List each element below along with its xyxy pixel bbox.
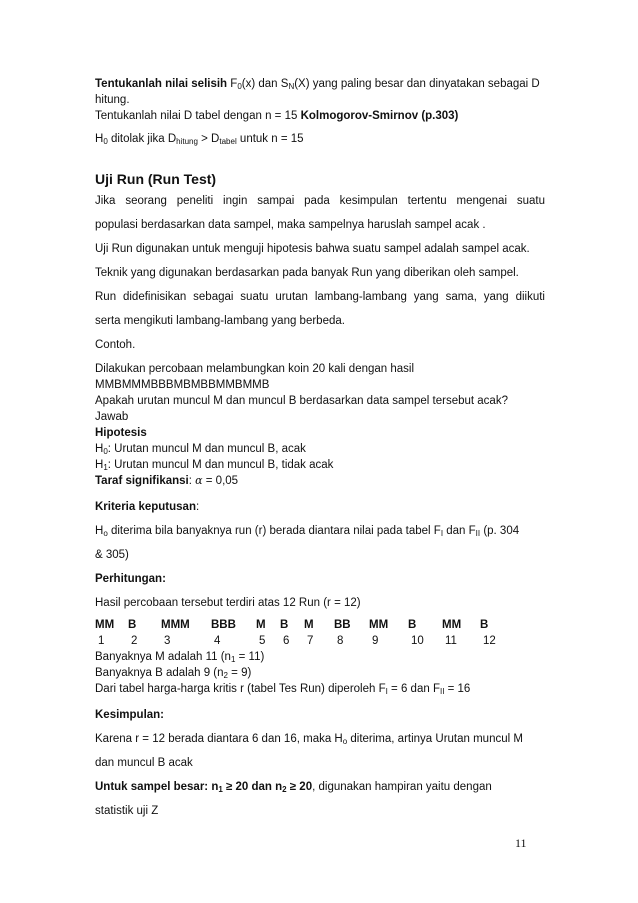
large-sample-rest: , digunakan hampiran yaitu dengan bbox=[312, 781, 492, 793]
run-cell: M bbox=[256, 619, 266, 631]
m-count-value: = 11) bbox=[235, 651, 265, 663]
instruction-line-1 bbox=[95, 76, 545, 92]
criteria-title-line bbox=[95, 495, 545, 519]
fi-subscript: I bbox=[440, 529, 444, 538]
h-subscript: 0 bbox=[103, 137, 108, 146]
h0-symbol: H bbox=[95, 443, 104, 455]
run-cell: MM bbox=[95, 619, 115, 631]
criteria-line-1 bbox=[95, 519, 545, 543]
runs-row bbox=[95, 617, 545, 633]
intro-line-6: serta mengikuti lambang-lambang yang berbeda. bbox=[95, 315, 345, 327]
fi-subscript: I bbox=[385, 687, 388, 696]
conclusion-text-a: Karena r = 12 berada diantara 6 dan 16, maka H bbox=[95, 733, 343, 745]
example-line-1: Dilakukan percobaan melambungkan koin 20 kali dengan hasil bbox=[95, 363, 415, 375]
ho-symbol: H bbox=[95, 525, 104, 537]
run-cell: B bbox=[408, 619, 417, 631]
count-cell: 5 bbox=[259, 635, 266, 647]
count-cell: 11 bbox=[445, 635, 457, 647]
counts-row bbox=[95, 633, 545, 649]
calculation-line-1: Hasil percobaan tersebut terdiri atas 12 Run (r = 12) bbox=[95, 597, 361, 609]
n2-subscript: 2 bbox=[223, 671, 228, 680]
significance-label: Taraf signifikansi bbox=[95, 475, 189, 487]
fi-value: = 6 dan F bbox=[387, 683, 440, 695]
count-cell: 7 bbox=[307, 635, 314, 647]
instruction-mid: (x) dan S bbox=[241, 78, 289, 90]
run-cell: MM bbox=[442, 619, 462, 631]
m-count-line bbox=[95, 649, 545, 665]
intro-line-4: Teknik yang digunakan berdasarkan pada banyak Run yang diberikan oleh sampel. bbox=[95, 267, 519, 279]
large-sample-block bbox=[95, 775, 545, 823]
count-cell: 2 bbox=[131, 635, 138, 647]
run-cell: M bbox=[304, 619, 314, 631]
m-count-text: Banyaknya M adalah 11 (n bbox=[95, 651, 231, 663]
large-sample-bold: Untuk sampel besar: n bbox=[95, 781, 219, 793]
large-sample-line-2: statistik uji Z bbox=[95, 805, 159, 817]
b-count-value: = 9) bbox=[227, 667, 252, 679]
h0-line bbox=[95, 441, 545, 457]
rule-text-2: > D bbox=[197, 133, 220, 145]
h1-subscript: 1 bbox=[103, 463, 108, 472]
rejection-rule bbox=[95, 131, 545, 147]
example-sequence: MMBMMMBBBMBMBBMMBMMB bbox=[95, 379, 270, 391]
f0-subscript: 0 bbox=[237, 82, 242, 91]
ho-subscript: o bbox=[342, 737, 348, 746]
conclusion-block bbox=[95, 703, 545, 775]
count-cell: 6 bbox=[283, 635, 290, 647]
fii-subscript: II bbox=[439, 687, 445, 696]
count-cell: 3 bbox=[164, 635, 171, 647]
count-cell: 10 bbox=[411, 635, 424, 647]
n2-condition: ≥ 20 bbox=[286, 781, 313, 793]
fii-value: = 16 bbox=[444, 683, 471, 695]
criteria-mid: dan F bbox=[443, 525, 476, 537]
count-cell: 4 bbox=[214, 635, 221, 647]
rule-text-3: untuk n = 15 bbox=[236, 133, 304, 145]
n1-subscript: 1 bbox=[230, 655, 236, 664]
significance-line bbox=[95, 473, 545, 489]
intro-line-2: populasi berdasarkan data sampel, maka sampelnya haruslah sampel acak . bbox=[95, 219, 486, 231]
run-cell: BB bbox=[334, 619, 351, 631]
count-cell: 8 bbox=[337, 635, 344, 647]
n1-condition: ≥ 20 dan n bbox=[222, 781, 283, 793]
h-symbol: H bbox=[95, 133, 104, 145]
conclusion-line-1 bbox=[95, 727, 545, 751]
intro-line-3: Uji Run digunakan untuk menguji hipotesis bahwa suatu sampel adalah sampel acak. bbox=[95, 243, 530, 255]
instruction-line-3 bbox=[95, 108, 545, 124]
count-cell: 12 bbox=[483, 635, 496, 647]
criteria-colon: : bbox=[195, 501, 200, 513]
ho-subscript: o bbox=[103, 529, 108, 538]
h1-symbol: H bbox=[95, 459, 104, 471]
f0-symbol: F bbox=[227, 78, 238, 90]
h0-text: : Urutan muncul M dan muncul B, acak bbox=[107, 443, 306, 455]
significance-value: = 0,05 bbox=[202, 475, 239, 487]
table-instruction: Tentukanlah nilai D tabel dengan n = 15 bbox=[95, 110, 301, 122]
example-answer-label: Jawab bbox=[95, 411, 129, 423]
intro-line-7: Contoh. bbox=[95, 339, 136, 351]
n2-subscript: 2 bbox=[282, 785, 287, 794]
instruction-rest: (X) yang paling besar dan dinyatakan sebagai D bbox=[294, 78, 540, 90]
alpha-symbol: α bbox=[195, 474, 203, 487]
intro-line-5: Run didefinisikan sebagai suatu urutan lambang-lambang yang sama, yang diikuti bbox=[95, 291, 545, 303]
critical-values-line bbox=[95, 681, 545, 697]
run-cell: MMM bbox=[161, 619, 190, 631]
h1-text: : Urutan muncul M dan muncul B, tidak acak bbox=[107, 459, 334, 471]
criteria-title: Kriteria keputusan bbox=[95, 501, 196, 513]
d-tabel-subscript: tabel bbox=[219, 137, 237, 146]
criteria-line-2: & 305) bbox=[95, 549, 129, 561]
b-count-line bbox=[95, 665, 545, 681]
count-cell: 1 bbox=[98, 635, 105, 647]
run-cell: MM bbox=[369, 619, 389, 631]
h1-line bbox=[95, 457, 545, 473]
h0-subscript: 0 bbox=[103, 447, 108, 456]
example-question: Apakah urutan muncul M dan muncul B berdasarkan data sampel tersebut acak? bbox=[95, 395, 508, 407]
d-hitung-subscript: hitung bbox=[176, 137, 198, 146]
criteria-text: diterima bila banyaknya run (r) berada diantara nilai pada tabel F bbox=[107, 525, 441, 537]
intro-block bbox=[95, 189, 545, 357]
run-cell: B bbox=[128, 619, 137, 631]
significance-colon: : bbox=[188, 475, 196, 487]
run-cell: B bbox=[480, 619, 489, 631]
instruction-bold: Tentukanlah nilai selisih bbox=[95, 78, 228, 90]
n1-subscript: 1 bbox=[218, 785, 223, 794]
count-cell: 9 bbox=[372, 635, 379, 647]
hypothesis-title: Hipotesis bbox=[95, 427, 147, 439]
intro-line-1: Jika seorang peneliti ingin sampai pada kesimpulan tertentu mengenai suatu bbox=[95, 195, 545, 207]
b-count-text: Banyaknya B adalah 9 (n bbox=[95, 667, 224, 679]
conclusion-line-2: dan muncul B acak bbox=[95, 757, 193, 769]
fii-subscript: II bbox=[475, 529, 481, 538]
calculation-title: Perhitungan: bbox=[95, 573, 166, 585]
conclusion-text-b: diterima, artinya Urutan muncul M bbox=[347, 733, 523, 745]
calculation-block bbox=[95, 567, 545, 697]
rule-text-1: ditolak jika D bbox=[107, 133, 177, 145]
sn-subscript: N bbox=[288, 82, 295, 91]
criteria-page-ref: (p. 304 bbox=[480, 525, 520, 537]
example-block bbox=[95, 361, 545, 489]
large-sample-line-1 bbox=[95, 775, 545, 799]
ks-reference: Kolmogorov-Smirnov (p.303) bbox=[300, 110, 459, 122]
page-content bbox=[95, 75, 545, 823]
critical-text: Dari tabel harga-harga kritis r (tabel Tes Run) diperoleh F bbox=[95, 683, 386, 695]
run-cell: B bbox=[280, 619, 289, 631]
conclusion-title: Kesimpulan: bbox=[95, 709, 165, 721]
instruction-line-2: hitung. bbox=[95, 94, 130, 106]
criteria-block bbox=[95, 495, 545, 567]
run-cell: BBB bbox=[211, 619, 236, 631]
page-number: 11 bbox=[515, 836, 527, 850]
section-title: Uji Run (Run Test) bbox=[95, 171, 217, 187]
